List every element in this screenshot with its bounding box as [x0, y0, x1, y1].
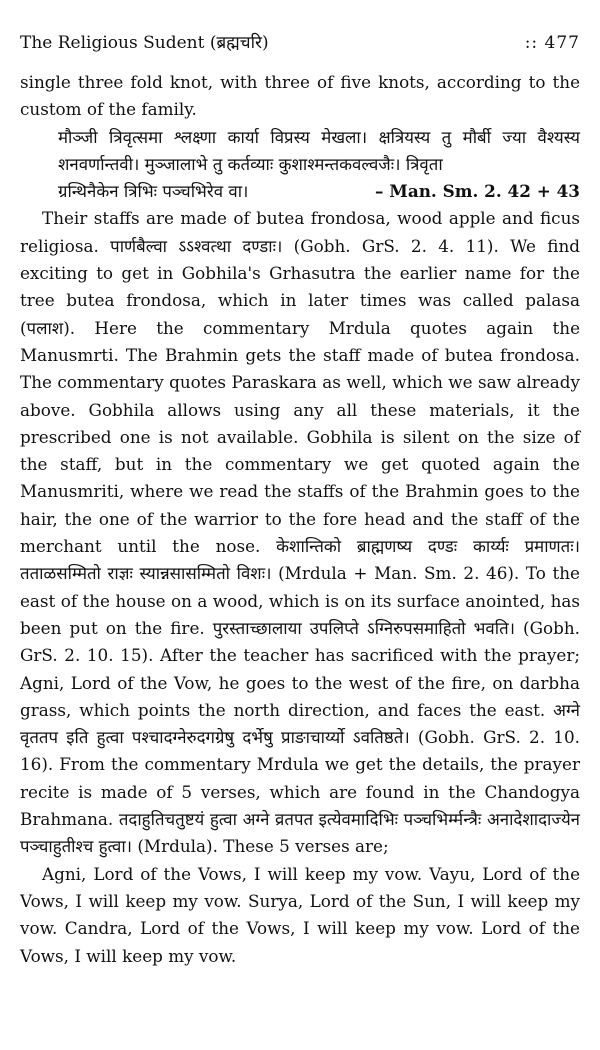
- running-title: The Religious Sudent (ब्रह्मचरि): [20, 33, 269, 53]
- body-text: [20, 69, 580, 970]
- paragraph-2: Their staffs are made of butea frondosa, wood apple and ficus religiosa. पार्णबैल्वा ऽऽश्वत्था दण्डाः। (Gobh. GrS. 2. 4. 11). We find exciting to get in Gobhila's Grhasutra the earlier name for the tree butea frondosa, which in later times was called palasa (पलाश). Here the commentary Mrdula quotes again the Manusmrti. The Brahmin gets the staff made of butea frondosa. The commentary quotes Paraskara as well, which we saw already above. Gobhila allows using any all these materials, it the prescribed one is not available. Gobhila is silent on the size of the staff, but in the commentary we get quoted again the Manusmriti, where we read the staffs of the Brahmin goes to the hair, the one of the warrior to the fore head and the staff of the merchant until the nose. केशान्तिको ब्राह्मणष्य दण्डः कार्य्यः प्रमाणतः। तताळसम्मितो राज्ञः स्यान्नसासम्मितो विशः। (Mrdula + Man. Sm. 2. 46). To the east of the house on a wood, which is on its surface anointed, has been put on the fire. पुरस्ताच्छालाया उपलिप्ते ऽग्निरुपसमाहितो भवति। (Gobh. GrS. 2. 10. 15). After the teacher has sacrificed with the prayer; Agni, Lord of the Vow, he goes to the west of the fire, on darbha grass, which points the north direction, and faces the east. अग्ने वृततप इति हुत्वा पश्चादग्नेरुदगग्रेषु दर्भेषु प्राङाचार्य्यो ऽवतिष्ठते। (Gobh. GrS. 2. 10. 16). From the commentary Mrdula we get the details, the prayer recite is made of 5 verses, which are found in the Chandogya Brahmana. तदाहुतिचतुष्टयं हुत्वा अग्ने व्रतपत इत्येवमादिभिः पञ्चभिर्म्मन्त्रैः अनादेशादाज्येन पञ्चाहुतीश्च हुत्वा। (Mrdula). These 5 verses are;: [20, 208, 580, 857]
- sanskrit-verse: मौञ्जी त्रिवृत्समा श्लक्ष्णा कार्या विप्रस्य मेखला। क्षत्रियस्य तु मौर्बी ज्या वैश्यस्य शनवर्णान्तवी। मुञ्जालाभे तु कर्तव्याः कुशाश्मन्तकवल्वजैः। त्रिवृता: [58, 126, 580, 174]
- page-number: :: 477: [524, 33, 580, 53]
- verse-citation-line: [20, 178, 580, 205]
- paragraph-1: single three fold knot, with three of five knots, according to the custom of the family.: [20, 72, 580, 120]
- sanskrit-verse-end: ग्रन्थिनैकेन त्रिभिः पञ्चभिरेव वा।: [58, 181, 249, 202]
- verse-citation: – Man. Sm. 2. 42 + 43: [375, 181, 580, 202]
- paragraph-3: Agni, Lord of the Vows, I will keep my vow. Vayu, Lord of the Vows, I will keep my vow. Surya, Lord of the Sun, I will keep my vow. Candra, Lord of the Vows, I will keep my vow. Lord of the Vows, I will keep my vow.: [20, 863, 580, 966]
- running-header: [20, 30, 580, 53]
